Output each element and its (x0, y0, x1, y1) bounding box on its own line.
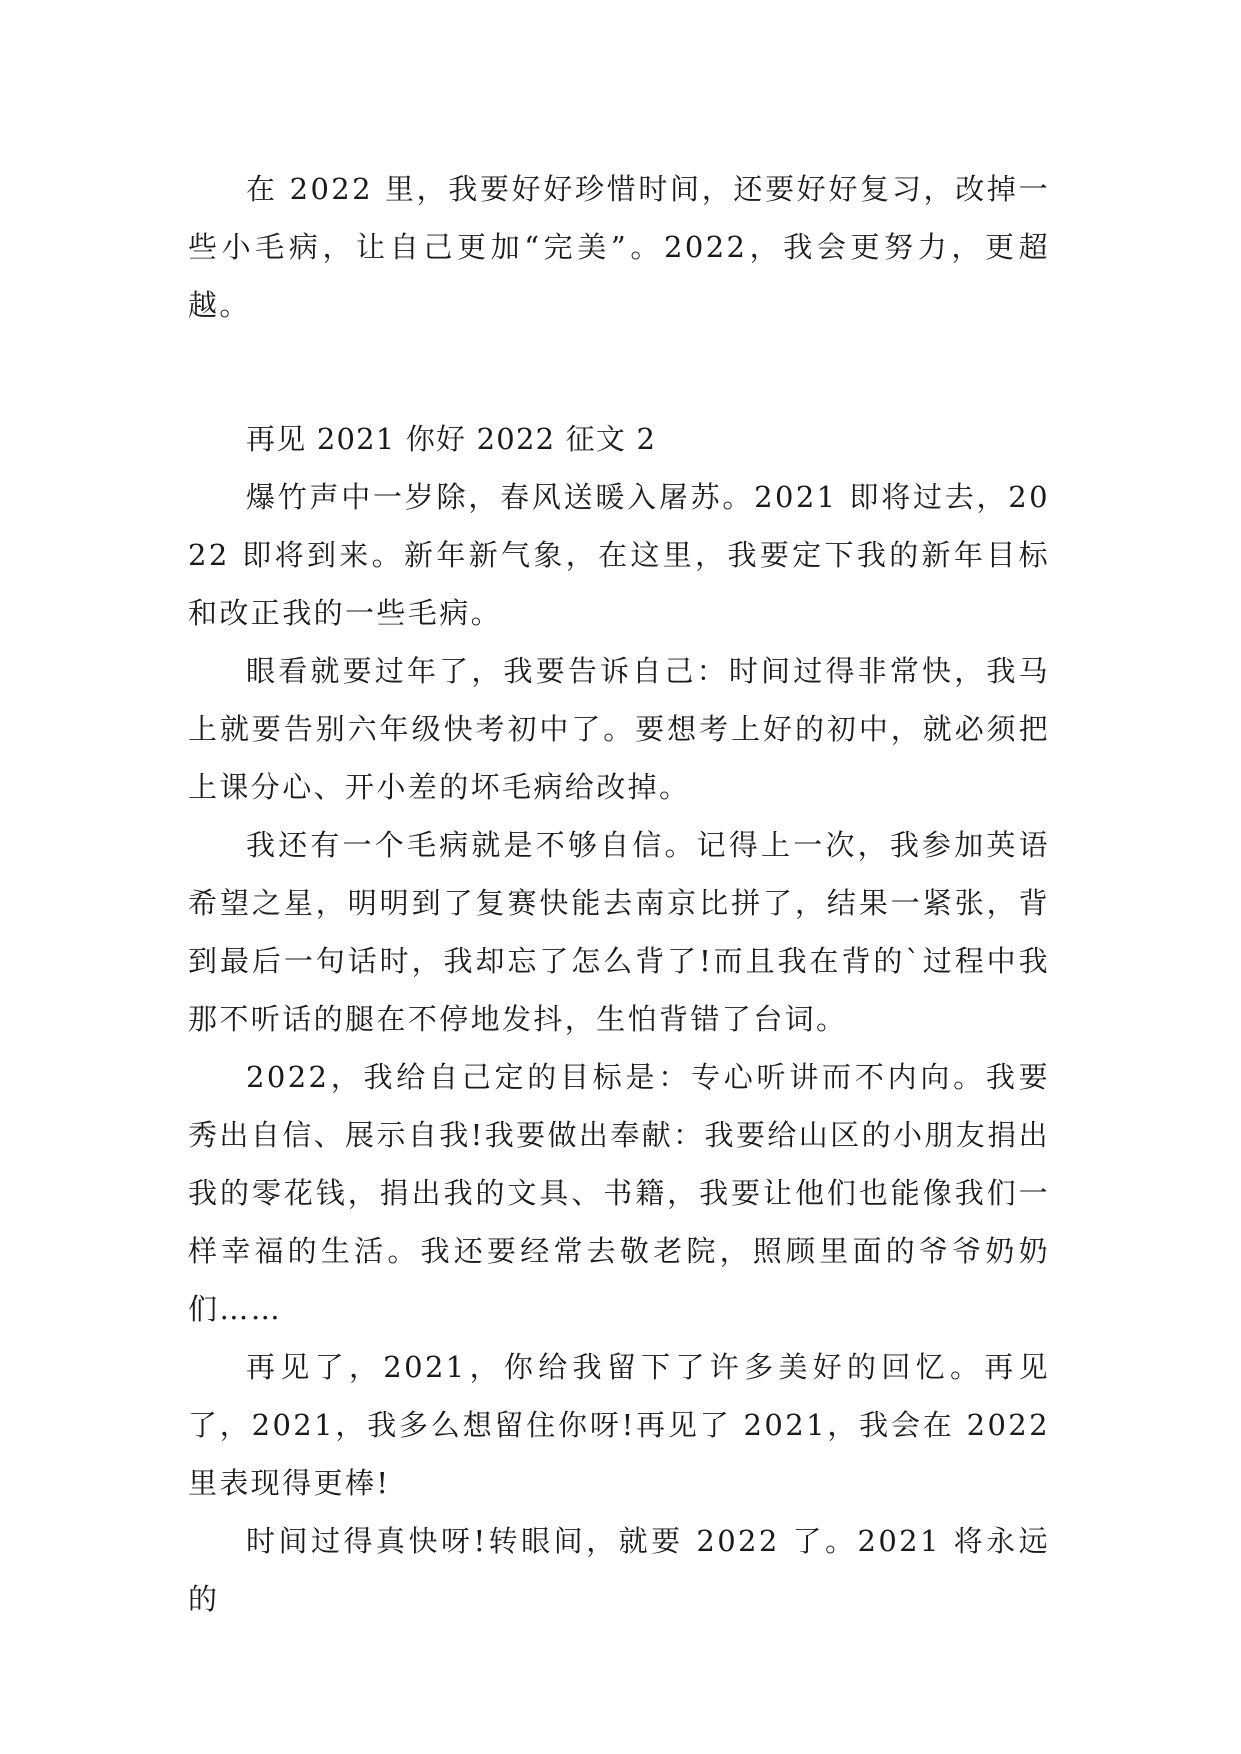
paragraph-1: 爆竹声中一岁除，春风送暖入屠苏。2021 即将过去，2022 即将到来。新年新气象，在这里，我要定下我的新年目标和改正我的一些毛病。 (188, 480, 1050, 630)
paragraph-3: 我还有一个毛病就是不够自信。记得上一次，我参加英语希望之星，明明到了复赛快能去南京比拼了，结果一紧张，背到最后一句话时，我却忘了怎么背了!而且我在背的`过程中我那不听话的腿在不停地发抖，生怕背错了台词。 (188, 828, 1050, 1036)
paragraph-4: 2022，我给自己定的目标是：专心听讲而不内向。我要秀出自信、展示自我!我要做出奉献：我要给山区的小朋友捐出我的零花钱，捐出我的文具、书籍，我要让他们也能像我们一样幸福的生活。我还要经常去敬老院，照顾里面的爷爷奶奶们…… (188, 1060, 1050, 1326)
paragraph-2: 眼看就要过年了，我要告诉自己：时间过得非常快，我马上就要告别六年级快考初中了。要想考上好的初中，就必须把上课分心、开小差的坏毛病给改掉。 (188, 654, 1050, 804)
section-gap (188, 334, 1050, 410)
paragraph-6: 时间过得真快呀!转眼间，就要 2022 了。2021 将永远的 (188, 1524, 1050, 1616)
section-heading: 再见 2021 你好 2022 征文 2 (246, 422, 657, 456)
document-page (188, 160, 1050, 1628)
paragraph-5: 再见了，2021，你给我留下了许多美好的回忆。再见了，2021，我多么想留住你呀!再见了 2021，我会在 2022 里表现得更棒! (188, 1350, 1050, 1500)
paragraph-intro: 在 2022 里，我要好好珍惜时间，还要好好复习，改掉一些小毛病，让自己更加“完美”。2022，我会更努力，更超越。 (188, 172, 1050, 322)
